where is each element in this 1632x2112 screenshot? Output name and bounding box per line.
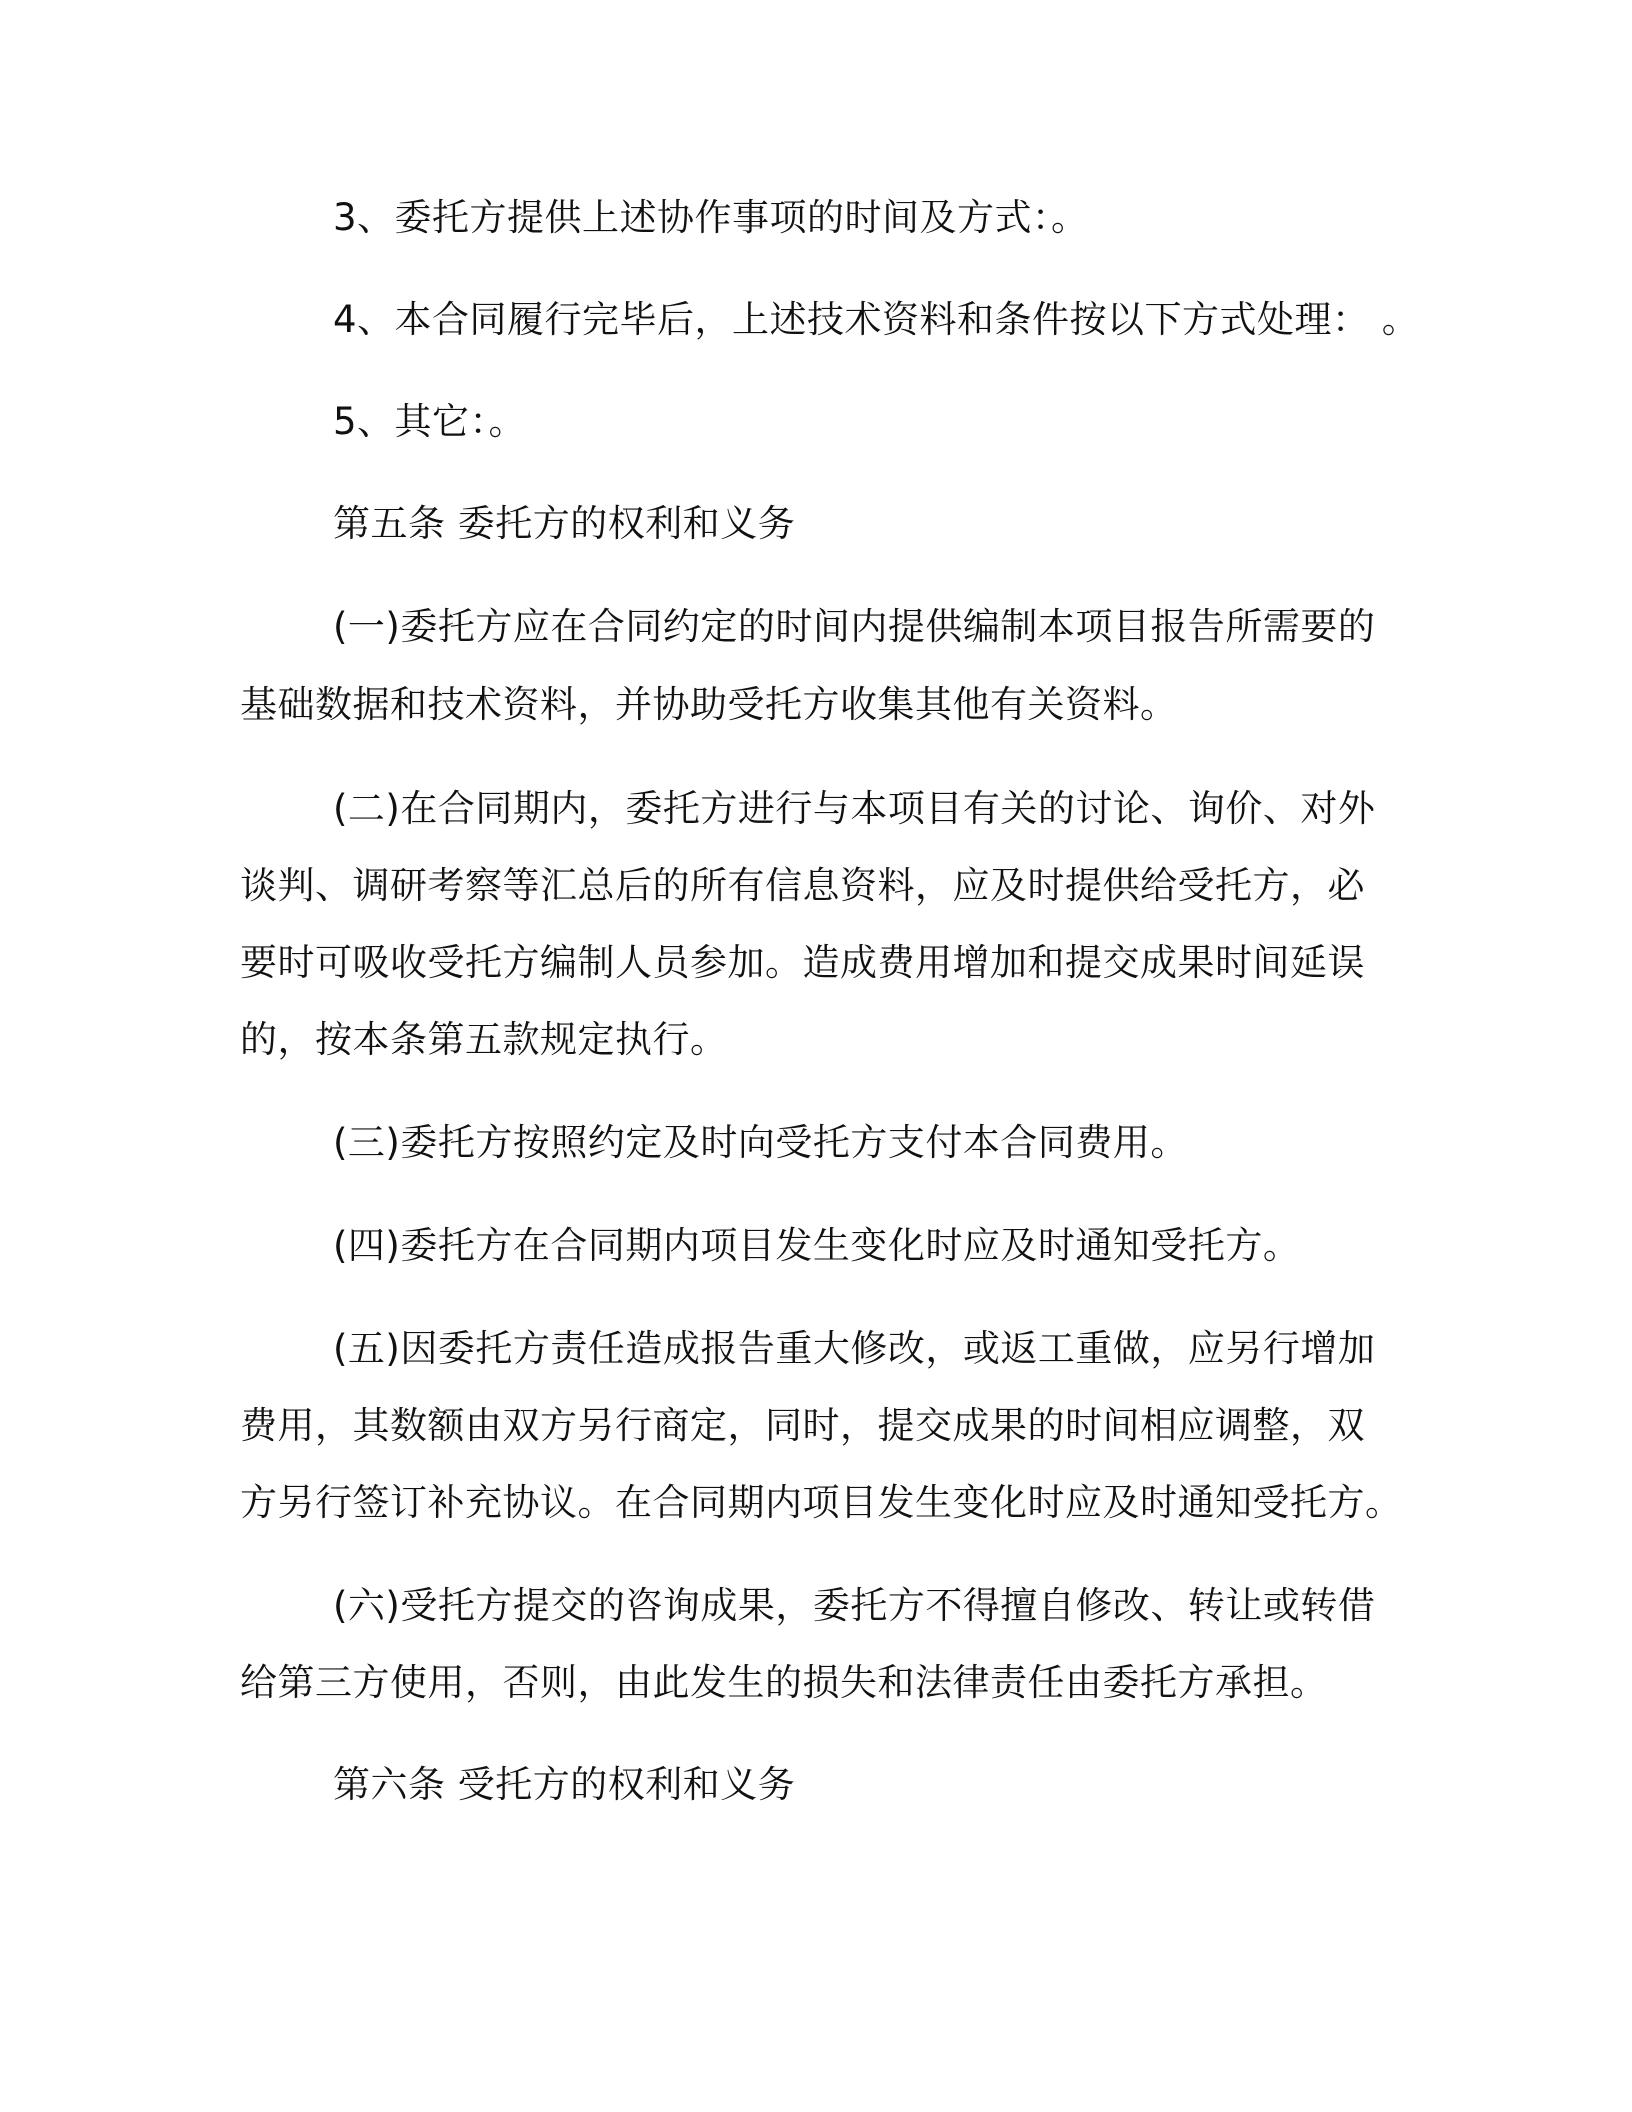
article-5-p5-line-2: 费用，其数额由双方另行商定，同时，提交成果的时间相应调整，双 [240, 1404, 1365, 1447]
article-5-p6-line-1: (六)受托方提交的咨询成果，委托方不得擅自修改、转让或转借 [333, 1584, 1376, 1627]
article-5-p4-line-1: (四)委托方在合同期内项目发生变化时应及时通知受托方。 [333, 1224, 1301, 1267]
article-5-p1-line-2: 基础数据和技术资料，并协助受托方收集其他有关资料。 [240, 683, 1178, 726]
article-5-p1-line-1: (一)委托方应在合同约定的时间内提供编制本项目报告所需要的 [333, 605, 1376, 648]
article-5-p5-line-3: 方另行签订补充协议。在合同期内项目发生变化时应及时通知受托方。 [240, 1481, 1403, 1524]
item-4: 4、本合同履行完毕后，上述技术资料和条件按以下方式处理： 。 [333, 298, 1420, 341]
article-5-p2-line-3: 要时可吸收受托方编制人员参加。造成费用增加和提交成果时间延误 [240, 941, 1365, 984]
article-5-p3-line-1: (三)委托方按照约定及时向受托方支付本合同费用。 [333, 1121, 1188, 1164]
item-5: 5、其它：。 [333, 400, 527, 443]
item-3: 3、委托方提供上述协作事项的时间及方式：。 [333, 196, 1089, 239]
article-5-p6-line-2: 给第三方使用，否则，由此发生的损失和法律责任由委托方承担。 [240, 1661, 1328, 1704]
article-5-p2-line-4: 的，按本条第五款规定执行。 [240, 1018, 728, 1061]
article-5-heading: 第五条 委托方的权利和义务 [333, 502, 796, 545]
article-5-p5-line-1: (五)因委托方责任造成报告重大修改，或返工重做，应另行增加 [333, 1327, 1376, 1370]
article-5-p2-line-2: 谈判、调研考察等汇总后的所有信息资料，应及时提供给受托方，必 [240, 864, 1365, 907]
article-5-p2-line-1: (二)在合同期内，委托方进行与本项目有关的讨论、询价、对外 [333, 787, 1376, 830]
article-6-heading: 第六条 受托方的权利和义务 [333, 1763, 796, 1806]
